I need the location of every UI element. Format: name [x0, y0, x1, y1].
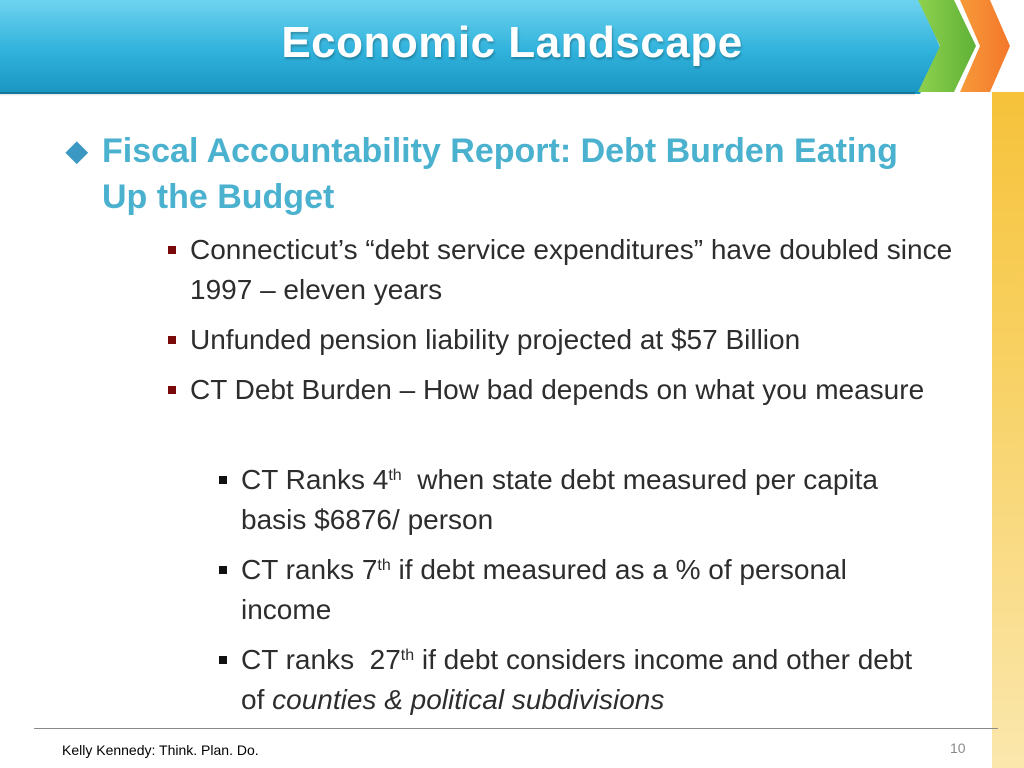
ordinal-suffix: th: [377, 557, 391, 574]
sub-bullet-text: CT Ranks 4th when state debt measured per capita basis $6876/ person: [241, 464, 886, 535]
slide-title: Economic Landscape: [281, 18, 743, 67]
bullet-text: CT Debt Burden – How bad depends on what you measure: [190, 374, 925, 405]
bullet-item: [190, 320, 970, 360]
diamond-bullet-icon: ◆: [66, 135, 88, 166]
side-decoration-strip: [992, 92, 1024, 768]
bullet-text: Connecticut’s “debt service expenditures” have doubled since 1997 – eleven years: [190, 234, 953, 305]
square-bullet-icon: [219, 566, 227, 574]
sub-bullet-text: CT ranks 7th if debt measured as a % of personal income: [241, 554, 847, 625]
footer-text: Kelly Kennedy: Think. Plan. Do.: [62, 742, 259, 758]
square-bullet-icon: [168, 246, 176, 254]
ordinal-suffix: th: [388, 467, 402, 484]
bullet-text: Unfunded pension liability projected at $57 Billion: [190, 324, 801, 355]
sub-bullet-text: CT ranks 27th if debt considers income and other debt of counties & political subdivisions: [241, 644, 913, 715]
title-banner-shadow: [0, 92, 915, 96]
main-bullet-text: Fiscal Accountability Report: Debt Burden Eating Up the Budget: [102, 132, 898, 216]
footer-divider: [34, 728, 998, 729]
square-bullet-icon: [168, 386, 176, 394]
square-bullet-icon: [219, 476, 227, 484]
bullet-item: [190, 370, 970, 410]
square-bullet-icon: [219, 656, 227, 664]
ordinal-suffix: th: [400, 647, 415, 664]
sub-bullet-item: [241, 640, 941, 720]
page-number: 10: [950, 740, 966, 756]
italic-phrase: counties & political subdivisions: [272, 684, 665, 715]
bullet-item: [190, 230, 970, 310]
sub-bullet-item: [241, 460, 941, 540]
sub-bullet-item: [241, 550, 941, 630]
square-bullet-icon: [168, 336, 176, 344]
main-bullet: [66, 128, 946, 220]
